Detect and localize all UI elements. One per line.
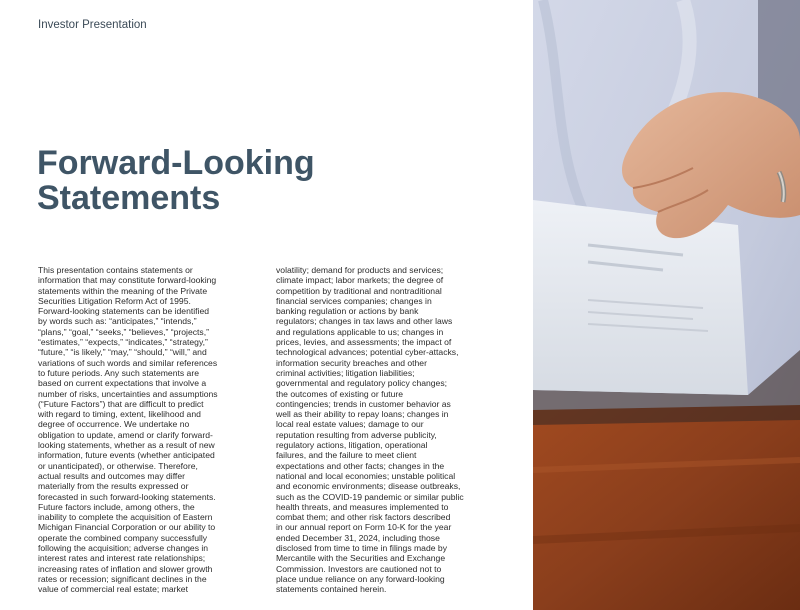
header-label: Investor Presentation <box>38 19 147 31</box>
page-title-text: Forward-Looking Statements <box>37 144 315 217</box>
body-text-left-column: This presentation contains statements or information that may constitute forward-looking statements within the meaning of the Private Securities Litigation Reform Act of 1995. Forward-looking statements can be identified by words such as: “anticipates,” “intends,” “plans,” “goal,” “seeks,” “believes,” “projects,” “estimates,” “expects,” “indicates,” “strategy,” “future,” “is likely,” “may,” “should,” “will,” and variations of such words and similar references to future periods. Any such statements are based on current expectations that involve a number of risks, uncertainties and assumptions (“Future Factors”) that are difficult to predict with regard to timing, extent, likelihood and degree of occurrence. We undertake no obligation to update, amend or clarify forward- looking statements, whether as a result of new information, future events (whether anticipated or unanticipated), or otherwise. Therefore, actual results and outcomes may differ materially from the results expressed or forecasted in such forward-looking statements. Future factors include, among others, the inability to complete the acquisition of Eastern Michigan Financial Corporation or our ability to operate the combined company successfully following the acquisition; adverse changes in interest rates and interest rate relationships; increasing rates of inflation and slower growth rates or recession; significant declines in the value of commercial real estate; market <box>38 265 218 595</box>
page-title <box>37 146 507 216</box>
body-text-right-column: volatility; demand for products and services; climate impact; labor markets; the degree of competition by traditional and nontraditional financial services companies; changes in banking regulation or actions by bank regulators; changes in tax laws and other laws and regulations applicable to us; changes in prices, levies, and assessments; the impact of technological advances; potential cyber-attacks, information security breaches and other criminal activities; litigation liabilities; governmental and regulatory policy changes; the outcomes of existing or future contingencies; trends in customer behavior as well as their ability to repay loans; changes in local real estate values; damage to our reputation resulting from adverse publicity, regulatory actions, litigation, operational failures, and the failure to meet client expectations and other facts; changes in the national and local economies; unstable political and economic environments; disease outbreaks, such as the COVID-19 pandemic or similar public health threats, and measures implemented to combat them; and other risk factors described in our annual report on Form 10-K for the year ended December 31, 2024, including those disclosed from time to time in filings made by Mercantile with the Securities and Exchange Commission. Investors are cautioned not to place undue reliance on any forward-looking statements contained herein. <box>276 265 464 595</box>
hand-holding-document-photo <box>533 0 800 610</box>
